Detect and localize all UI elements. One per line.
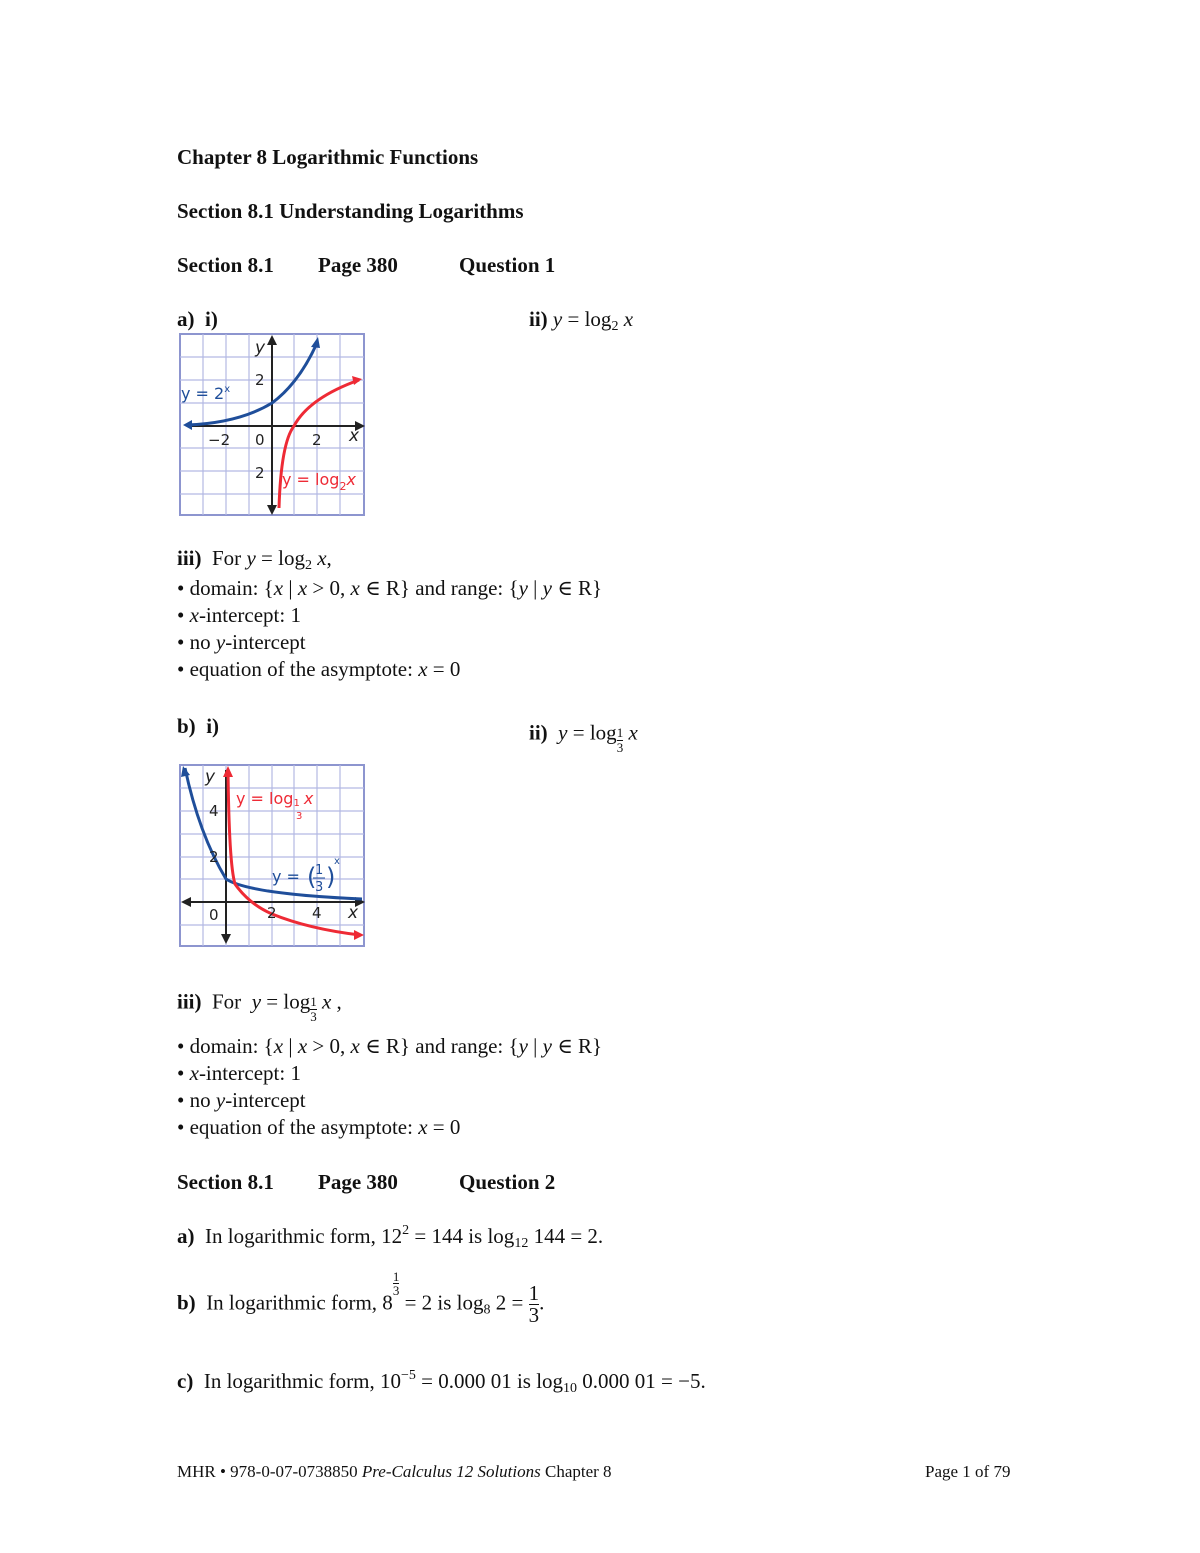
q1-question-label: Question 1 (459, 253, 556, 277)
tick-neg2y: 2 (255, 464, 265, 482)
q1a-iii: iii) For $y = \log_2 x$, (177, 546, 332, 573)
q1a-bullet-asymptote: • equation of the asymptote: x = 0 (177, 657, 461, 681)
q1a-ii: ii) $y = \log_2 x$ (529, 307, 634, 334)
q1b-bullet-domain: • domain: {x | x > 0, x ∈ R} and range: {y | y ∈ R} (177, 1034, 603, 1058)
tick-0: 0 (255, 431, 265, 449)
blue-exp-b: x (334, 856, 340, 867)
tick-2y: 2 (255, 371, 265, 389)
q2-question-label: Question 2 (459, 1170, 556, 1194)
q1b-ii: ii) $y = \log\frac{1}{3}$ x (529, 720, 638, 755)
chapter-title: Chapter 8 Logarithmic Functions (177, 145, 479, 169)
svg-text:(: ( (307, 863, 317, 891)
q1b-bullet-asymptote: • equation of the asymptote: x = 0 (177, 1115, 461, 1139)
footer-page-number: Page 1 of 79 (925, 1462, 1011, 1481)
q2b: b) In logarithmic form, 8 $\frac{1}{3}$ = 2 is $\log_8 2$ = $\frac{1}{3}$ . (177, 1269, 545, 1327)
blue-frac-den: 3 (315, 880, 324, 895)
q2c: c) In logarithmic form, $10^{-5} = 0.000$ 01 is $\log_{10} 0.000$ 01 = −5. (177, 1368, 706, 1396)
q2a: a) In logarithmic form, $12^2 = 144$ is $\log_{12} 144 = 2$. (177, 1223, 604, 1251)
blue-frac-num: 1 (315, 863, 324, 878)
blue-curve-label-b: y = (272, 867, 300, 886)
graph-b (179, 764, 367, 948)
q1a-label: a) i) (177, 307, 218, 331)
q1b-iii: iii) For $y = \log\frac{1}{3}$ x , (177, 989, 342, 1024)
axis-y-label-b: y (205, 767, 216, 787)
tick-neg2x: −2 (208, 431, 231, 449)
q1-section-label: Section 8.1 (177, 253, 274, 277)
q1b-bullet-xint: • x-intercept: 1 (177, 1061, 301, 1085)
q1a-bullet-yint: • no y-intercept (177, 630, 306, 654)
red-curve-label-b: y = log1 x (236, 789, 314, 809)
graph-a (179, 333, 367, 517)
tick-2x: 2 (312, 431, 322, 449)
tick-2y-b: 2 (209, 848, 219, 866)
q1a-bullet-domain: • domain: {x | x > 0, x ∈ R} and range: {y | y ∈ R} (177, 576, 603, 600)
axis-x-label-b: x (348, 903, 359, 923)
axis-x-label: x (349, 426, 360, 446)
red-curve-label-b-den: 3 (296, 811, 303, 822)
q1-page-label: Page 380 (318, 253, 398, 277)
footer-left: MHR • 978-0-07-0738850 Pre-Calculus 12 Solutions Chapter 8 (177, 1462, 612, 1481)
section-title: Section 8.1 Understanding Logarithms (177, 199, 524, 223)
tick-2x-b: 2 (267, 904, 277, 922)
q1b-label: b) i) (177, 714, 220, 738)
tick-4x-b: 4 (312, 904, 322, 922)
q2-page-label: Page 380 (318, 1170, 398, 1194)
tick-0-b: 0 (209, 906, 219, 924)
q1a-bullet-xint: • x-intercept: 1 (177, 603, 301, 627)
axis-y-label: y (255, 338, 266, 358)
blue-curve-label: $y = 2^x$ (181, 384, 231, 403)
tick-4y: 4 (209, 802, 219, 820)
svg-text:): ) (326, 863, 336, 891)
q2-section-label: Section 8.1 (177, 1170, 274, 1194)
red-curve-label: $y = \log_2x$ (282, 470, 356, 493)
q1b-bullet-yint: • no y-intercept (177, 1088, 306, 1112)
